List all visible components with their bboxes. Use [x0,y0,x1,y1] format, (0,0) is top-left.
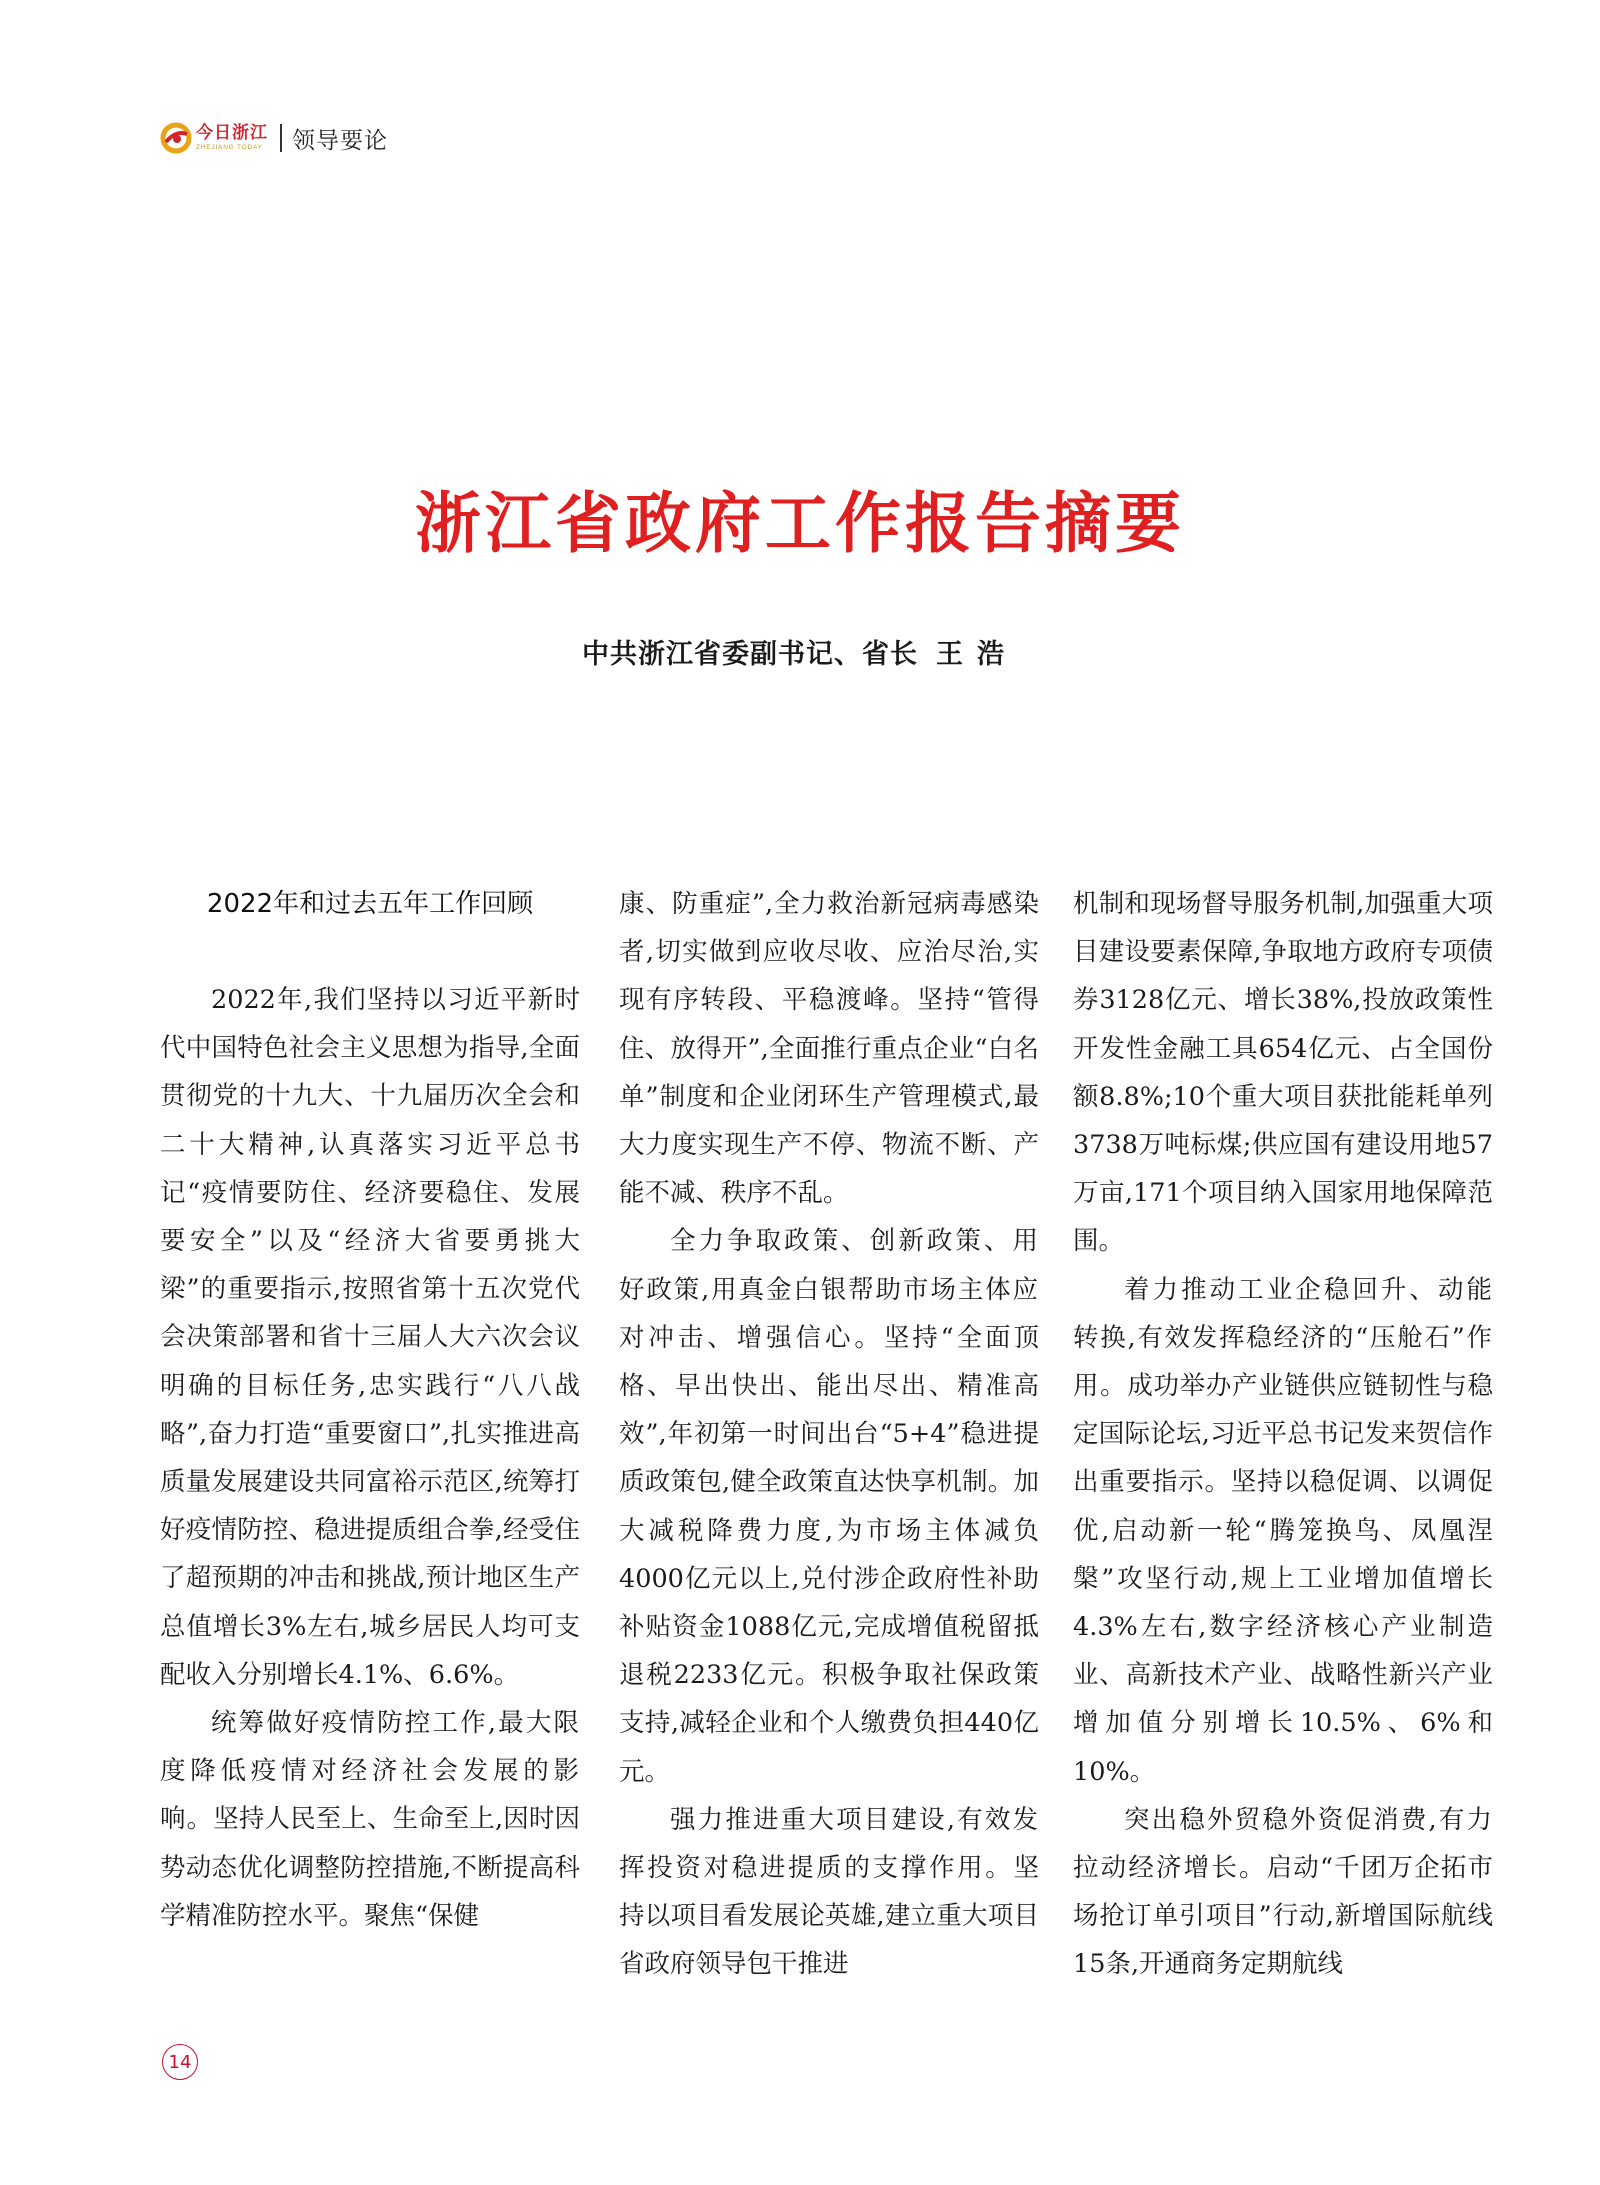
paragraph-lead: 强力推进重大项目建设,有效发挥投资对稳进提质的支撑作用。 [619,1804,1039,1884]
paragraph [1073,1796,1493,1989]
column-3 [1073,880,1493,1989]
paragraph: 康、防重症”,全力救治新冠病毒感染者,切实做到应收尽收、应治尽治,实现有序转段、平稳渡峰。坚持“管得住、放得开”,全面推行重点企业“白名单”制度和企业闭环生产管理模式,最大力度实现生产不停、物流不断、产能不减、秩序不乱。 [619,889,1039,1209]
logo-english: ZHEJIANG TODAY [196,143,263,151]
magazine-logo [160,122,268,154]
paragraph-body: 坚持“全面顶格、早出快出、能出尽出、精准高效”,年初第一时间出台“5+4”稳进提质政策包,健全政策直达快享机制。加大减税降费力度,为市场主体减负4000亿元以上,兑付涉企政府性补助补贴资金1088亿元,完成增值税留抵退税2233亿元。积极争取社保政策支持,减轻企业和个人缴费负担440亿元。 [619,1322,1039,1787]
paragraph-lead: 着力推动工业企稳回升、动能转换,有效发挥稳经济的“压舱石”作用。 [1073,1274,1493,1402]
author-role: 中共浙江省委副书记、省长 [582,639,918,670]
header-divider [280,124,282,152]
paragraph-lead: 统筹做好疫情防控工作,最大限度降低疫情对经济社会发展的影响。 [160,1708,580,1835]
paragraph: 2022年,我们坚持以习近平新时代中国特色社会主义思想为指导,全面贯彻党的十九大、十九届历次全会和二十大精神,认真落实习近平总书记“疫情要防住、经济要稳住、发展要安全”以及“经济大省要勇挑大梁”的重要指示,按照省第十五次党代会决策部署和省十三届人大六次会议明确的目标任务,忠实践行“八八战略”,奋力打造“重要窗口”,扎实推进高质量发展建设共同富裕示范区,统筹打好疫情防控、稳进提质组合拳,经受住了超预期的冲击和挑战,预计地区生产总值增长3%左右,城乡居民人均可支配收入分别增长4.1%、6.6%。 [160,985,580,1690]
page-number: 14 [162,2044,198,2080]
article-title: 浙江省政府工作报告摘要 [415,485,1185,562]
paragraph-body: 坚持以项目看发展论英雄,建立重大项目省政府领导包干推进 [619,1853,1039,1980]
column-1 [160,880,580,1940]
paragraph-body: 启动“千团万企拓市场抢订单引项目”行动,新增国际航线15条,开通商务定期航线 [1073,1853,1493,1980]
paragraph-body: 坚持人民至上、生命至上,因时因势动态优化调整防控措施,不断提高科学精准防控水平。聚焦“保健 [160,1804,580,1931]
author-name: 王浩 [936,639,1018,670]
page-header [160,118,388,158]
paragraph [619,1217,1039,1795]
logo-chinese: 今日浙江 [196,122,268,143]
section-heading: 2022年和过去五年工作回顾 [206,889,534,919]
paragraph [160,1699,580,1940]
paragraph [619,1796,1039,1989]
paragraph-lead: 突出稳外贸稳外资促消费,有力拉动经济增长。 [1073,1804,1493,1884]
section-label: 领导要论 [292,127,388,154]
paragraph: 机制和现场督导服务机制,加强重大项目建设要素保障,争取地方政府专项债券3128亿元、增长38%,投放政策性开发性金融工具654亿元、占全国份额8.8%;10个重大项目获批能耗单列3738万吨标煤;供应国有建设用地57万亩,171个项目纳入国家用地保障范围。 [1073,889,1493,1257]
paragraph-body: 成功举办产业链供应链韧性与稳定国际论坛,习近平总书记发来贺信作出重要指示。坚持以稳促调、以调促优,启动新一轮“腾笼换鸟、凤凰涅槃”攻坚行动,规上工业增加值增长4.3%左右,数字经济核心产业制造业、高新技术产业、战略性新兴产业增加值分别增长10.5%、6%和10%。 [1073,1371,1493,1787]
byline [0,632,1600,671]
column-2 [619,880,1039,1989]
sun-logo-icon [160,122,192,154]
paragraph [1073,1266,1493,1796]
paragraph-lead: 全力争取政策、创新政策、用好政策,用真金白银帮助市场主体应对冲击、增强信心。 [619,1226,1039,1353]
